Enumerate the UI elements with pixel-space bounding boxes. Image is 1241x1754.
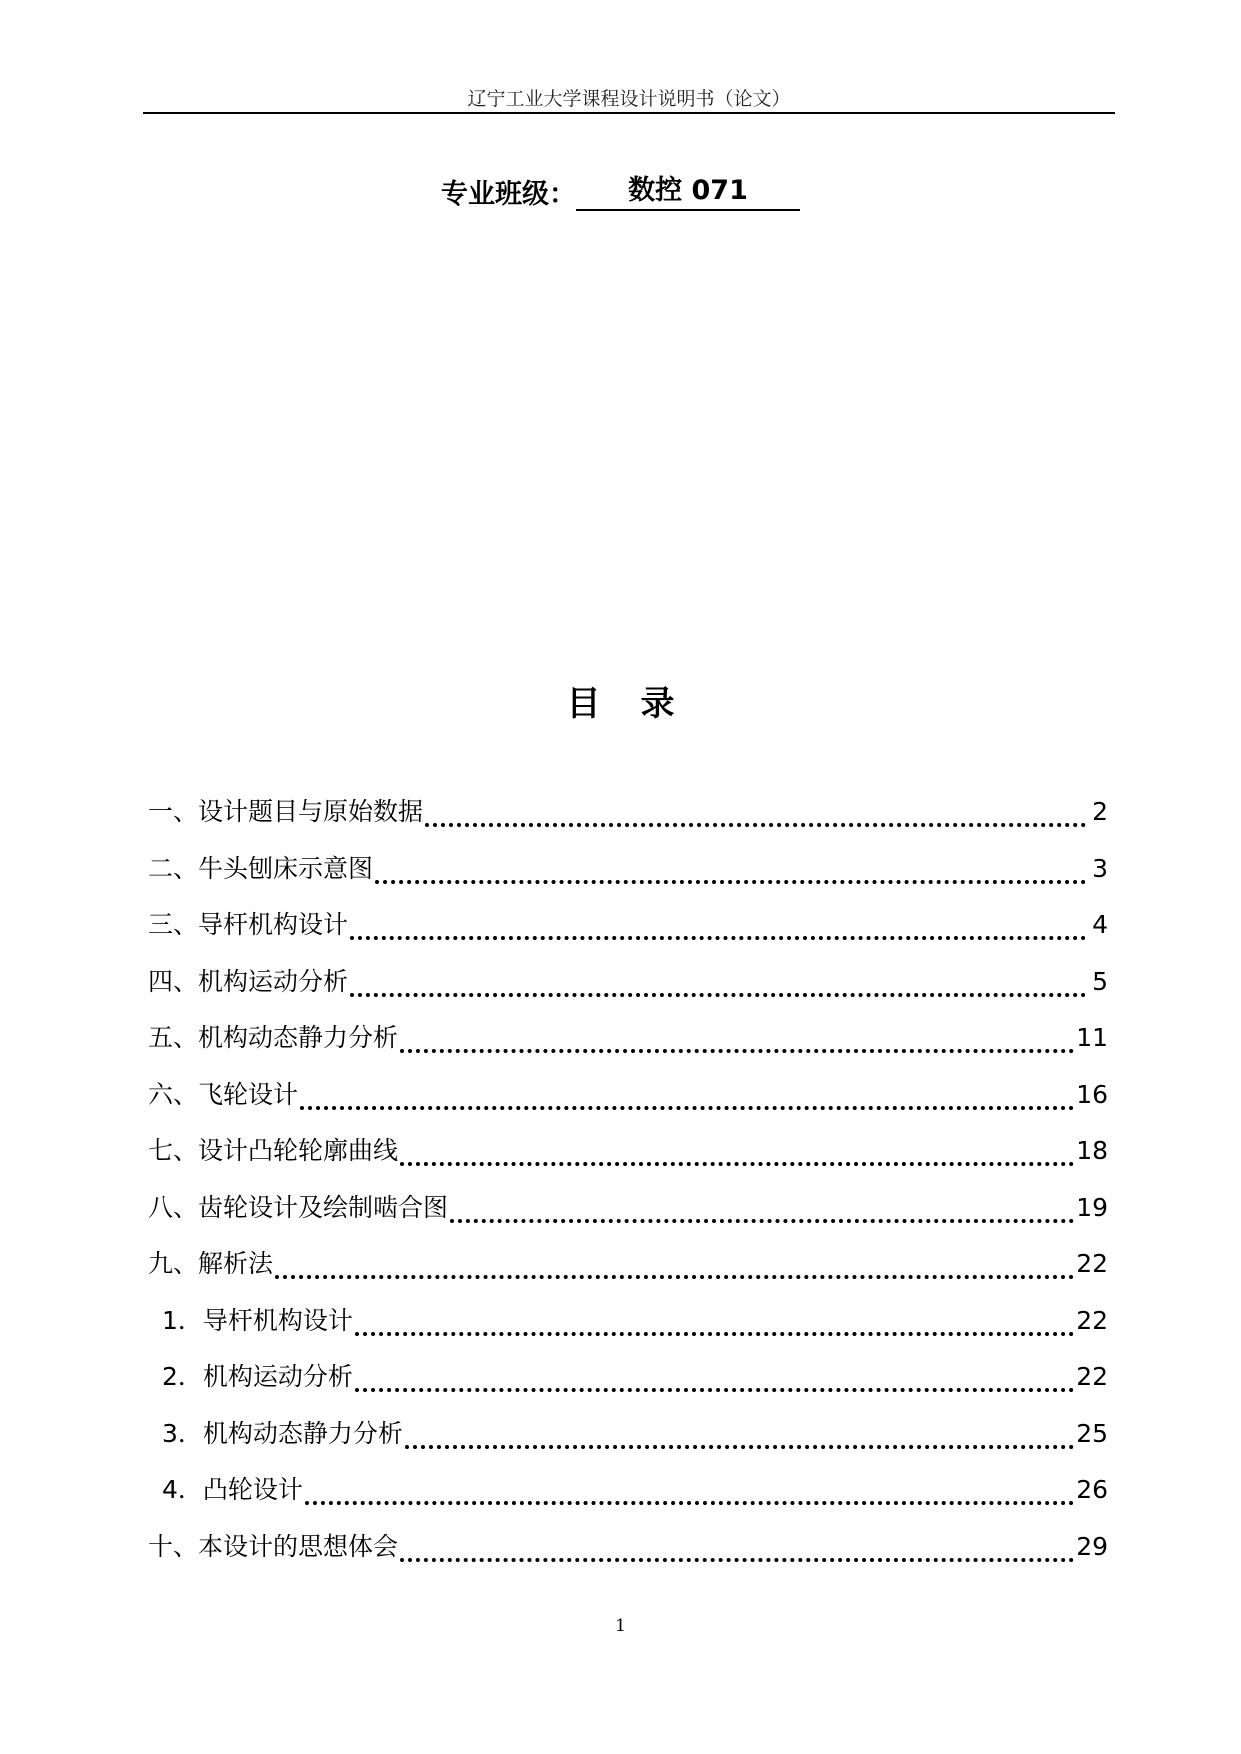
- toc-entry-page: 16: [1076, 1079, 1108, 1109]
- toc-entry-title: 2．机构运动分析: [162, 1362, 353, 1391]
- toc-entry-page: 5: [1092, 966, 1108, 996]
- toc-entry[interactable]: [148, 1301, 1108, 1358]
- toc-leader-dots: [450, 1209, 1074, 1223]
- toc-entry[interactable]: [148, 1527, 1108, 1584]
- toc-leader-dots: [350, 926, 1086, 940]
- toc-entry-title: 六、飞轮设计: [148, 1079, 299, 1109]
- toc-entry-page: 22: [1076, 1362, 1108, 1391]
- toc-entry[interactable]: [148, 849, 1108, 906]
- toc-entry-page: 25: [1076, 1418, 1108, 1448]
- toc-entry[interactable]: [148, 962, 1108, 1019]
- toc-leader-dots: [400, 1548, 1074, 1562]
- toc-entry-page: 22: [1076, 1305, 1108, 1335]
- toc-entry[interactable]: [148, 1075, 1108, 1132]
- toc-entry-page: 22: [1076, 1249, 1108, 1278]
- toc-entry-title: 1．导杆机构设计: [162, 1305, 353, 1335]
- toc-entry-title: 九、解析法: [148, 1249, 274, 1278]
- toc-entry-page: 2: [1092, 797, 1108, 826]
- toc-leader-dots: [355, 1378, 1074, 1392]
- class-value: 数控 071: [576, 168, 800, 211]
- toc-entry-title: 4．凸轮设计: [162, 1475, 303, 1504]
- toc-entry[interactable]: [148, 1414, 1108, 1471]
- toc-entry-page: 26: [1076, 1475, 1108, 1504]
- toc-leader-dots: [305, 1491, 1074, 1505]
- toc-entry-page: 19: [1076, 1192, 1108, 1222]
- toc-entry-page: 18: [1076, 1136, 1108, 1165]
- toc-entry-page: 3: [1092, 853, 1108, 883]
- toc-leader-dots: [355, 1322, 1074, 1336]
- table-of-contents: [148, 792, 1108, 1583]
- toc-leader-dots: [350, 983, 1086, 997]
- toc-entry-title: 二、牛头刨床示意图: [148, 853, 374, 883]
- toc-entry-page: 4: [1092, 910, 1108, 939]
- toc-entry-title: 3．机构动态静力分析: [162, 1418, 403, 1448]
- toc-entry-page: 11: [1076, 1023, 1108, 1052]
- toc-entry-title: 十、本设计的思想体会: [148, 1531, 399, 1561]
- header-rule: [143, 112, 1115, 114]
- toc-leader-dots: [400, 1039, 1074, 1053]
- toc-leader-dots: [375, 870, 1086, 884]
- toc-entry[interactable]: [148, 1018, 1108, 1075]
- toc-entry-title: 五、机构动态静力分析: [148, 1023, 399, 1052]
- toc-entry[interactable]: [148, 1188, 1108, 1245]
- toc-entry-title: 七、设计凸轮轮廓曲线: [148, 1136, 399, 1165]
- document-header: 辽宁工业大学课程设计说明书（论文）: [467, 88, 791, 110]
- toc-title: 目录: [566, 684, 715, 724]
- toc-entry[interactable]: [148, 1244, 1108, 1301]
- toc-entry[interactable]: [148, 792, 1108, 849]
- class-info: [0, 168, 1241, 211]
- toc-entry-title: 一、设计题目与原始数据: [148, 797, 424, 826]
- toc-entry[interactable]: [148, 905, 1108, 962]
- toc-leader-dots: [300, 1096, 1074, 1110]
- toc-entry[interactable]: [148, 1357, 1108, 1414]
- toc-entry[interactable]: [148, 1131, 1108, 1188]
- toc-leader-dots: [275, 1265, 1074, 1279]
- page-number: 1: [615, 1616, 626, 1636]
- toc-leader-dots: [405, 1435, 1074, 1449]
- toc-entry[interactable]: [148, 1470, 1108, 1527]
- toc-leader-dots: [400, 1152, 1074, 1166]
- toc-entry-title: 四、机构运动分析: [148, 966, 349, 996]
- toc-leader-dots: [425, 813, 1086, 827]
- toc-entry-title: 八、齿轮设计及绘制啮合图: [148, 1192, 449, 1222]
- class-label: 专业班级：: [441, 179, 576, 210]
- toc-entry-page: 29: [1076, 1531, 1108, 1561]
- toc-entry-title: 三、导杆机构设计: [148, 910, 349, 939]
